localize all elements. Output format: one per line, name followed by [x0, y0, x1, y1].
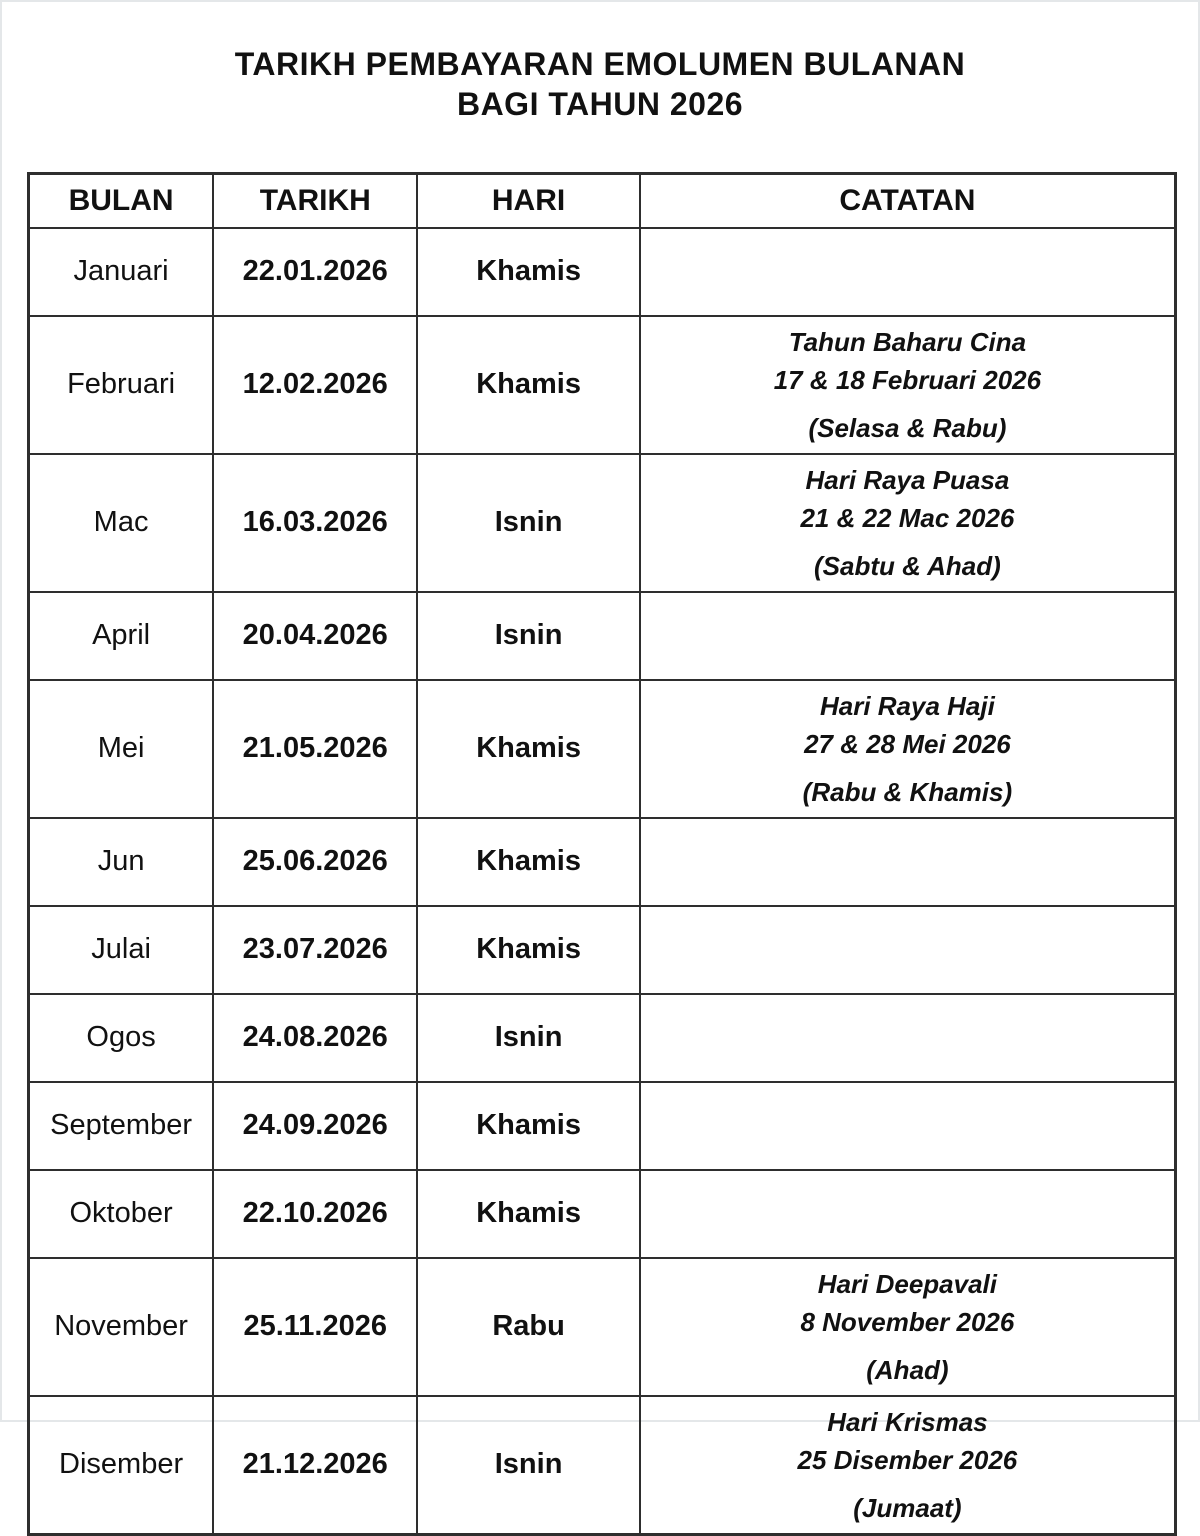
month-cell: Januari	[29, 228, 214, 316]
page-title-line2: BAGI TAHUN 2026	[456, 86, 744, 122]
note-cell	[640, 680, 1176, 818]
date-cell: 21.12.2026	[213, 1396, 417, 1535]
month-cell: Februari	[29, 316, 214, 454]
table-row	[29, 316, 1176, 454]
note-holiday-date: 8 November 2026	[800, 1306, 1015, 1337]
page-title-line1: TARIKH PEMBAYARAN EMOLUMEN BULANAN	[234, 46, 966, 82]
note-holiday-name: Hari Krismas	[827, 1406, 988, 1437]
date-cell: 23.07.2026	[213, 906, 417, 994]
month-cell: Julai	[29, 906, 214, 994]
table-row	[29, 680, 1176, 818]
day-cell: Khamis	[417, 228, 640, 316]
note-holiday-name: Hari Raya Haji	[819, 690, 995, 721]
column-header-hari: HARI	[417, 174, 640, 228]
date-cell: 24.09.2026	[213, 1082, 417, 1170]
month-cell: April	[29, 592, 214, 680]
month-cell: November	[29, 1258, 214, 1396]
note-cell	[640, 1170, 1176, 1258]
day-cell: Khamis	[417, 1170, 640, 1258]
note-holiday-name: Hari Deepavali	[817, 1268, 998, 1299]
payment-schedule-table	[27, 172, 1177, 1536]
note-holiday-date: 27 & 28 Mei 2026	[804, 728, 1011, 759]
note-cell	[640, 906, 1176, 994]
table-row	[29, 228, 1176, 316]
column-header-bulan: BULAN	[29, 174, 214, 228]
day-cell: Khamis	[417, 1082, 640, 1170]
table-row	[29, 906, 1176, 994]
column-header-catatan: CATATAN	[640, 174, 1176, 228]
note-holiday-name: Hari Raya Puasa	[805, 464, 1010, 495]
note-holiday-date: 21 & 22 Mac 2026	[800, 502, 1015, 533]
note-holiday-date: 17 & 18 Februari 2026	[773, 364, 1042, 395]
note-cell	[640, 994, 1176, 1082]
date-cell: 20.04.2026	[213, 592, 417, 680]
day-cell: Khamis	[417, 680, 640, 818]
note-cell	[640, 1082, 1176, 1170]
note-cell	[640, 316, 1176, 454]
note-holiday-day: (Rabu & Khamis)	[802, 776, 1013, 807]
date-cell: 25.06.2026	[213, 818, 417, 906]
note-cell	[640, 1396, 1176, 1535]
month-cell: Disember	[29, 1396, 214, 1535]
table-row	[29, 1258, 1176, 1396]
month-cell: Ogos	[29, 994, 214, 1082]
day-cell: Khamis	[417, 818, 640, 906]
note-cell	[640, 1258, 1176, 1396]
month-cell: Mei	[29, 680, 214, 818]
table-row	[29, 818, 1176, 906]
note-holiday-name: Tahun Baharu Cina	[788, 326, 1027, 357]
month-cell: September	[29, 1082, 214, 1170]
note-cell	[640, 228, 1176, 316]
note-holiday-day: (Jumaat)	[853, 1492, 962, 1523]
day-cell: Khamis	[417, 316, 640, 454]
note-holiday-day: (Selasa & Rabu)	[808, 412, 1007, 443]
day-cell: Isnin	[417, 994, 640, 1082]
table-row	[29, 1396, 1176, 1535]
table-row	[29, 1170, 1176, 1258]
month-cell: Mac	[29, 454, 214, 592]
column-header-tarikh: TARIKH	[213, 174, 417, 228]
payment-table-body	[29, 228, 1176, 1535]
day-cell: Rabu	[417, 1258, 640, 1396]
day-cell: Isnin	[417, 592, 640, 680]
day-cell: Isnin	[417, 454, 640, 592]
page-title	[27, 44, 1173, 124]
date-cell: 22.01.2026	[213, 228, 417, 316]
note-holiday-day: (Ahad)	[866, 1354, 949, 1385]
note-cell	[640, 592, 1176, 680]
note-cell	[640, 454, 1176, 592]
note-holiday-day: (Sabtu & Ahad)	[814, 550, 1001, 581]
table-row	[29, 454, 1176, 592]
day-cell: Khamis	[417, 906, 640, 994]
date-cell: 12.02.2026	[213, 316, 417, 454]
table-row	[29, 1082, 1176, 1170]
document-page	[2, 2, 1198, 1523]
day-cell: Isnin	[417, 1396, 640, 1535]
date-cell: 16.03.2026	[213, 454, 417, 592]
note-cell	[640, 818, 1176, 906]
table-header-row	[29, 174, 1176, 228]
date-cell: 21.05.2026	[213, 680, 417, 818]
note-holiday-date: 25 Disember 2026	[797, 1444, 1018, 1475]
date-cell: 25.11.2026	[213, 1258, 417, 1396]
date-cell: 22.10.2026	[213, 1170, 417, 1258]
table-row	[29, 592, 1176, 680]
month-cell: Oktober	[29, 1170, 214, 1258]
date-cell: 24.08.2026	[213, 994, 417, 1082]
table-row	[29, 994, 1176, 1082]
month-cell: Jun	[29, 818, 214, 906]
